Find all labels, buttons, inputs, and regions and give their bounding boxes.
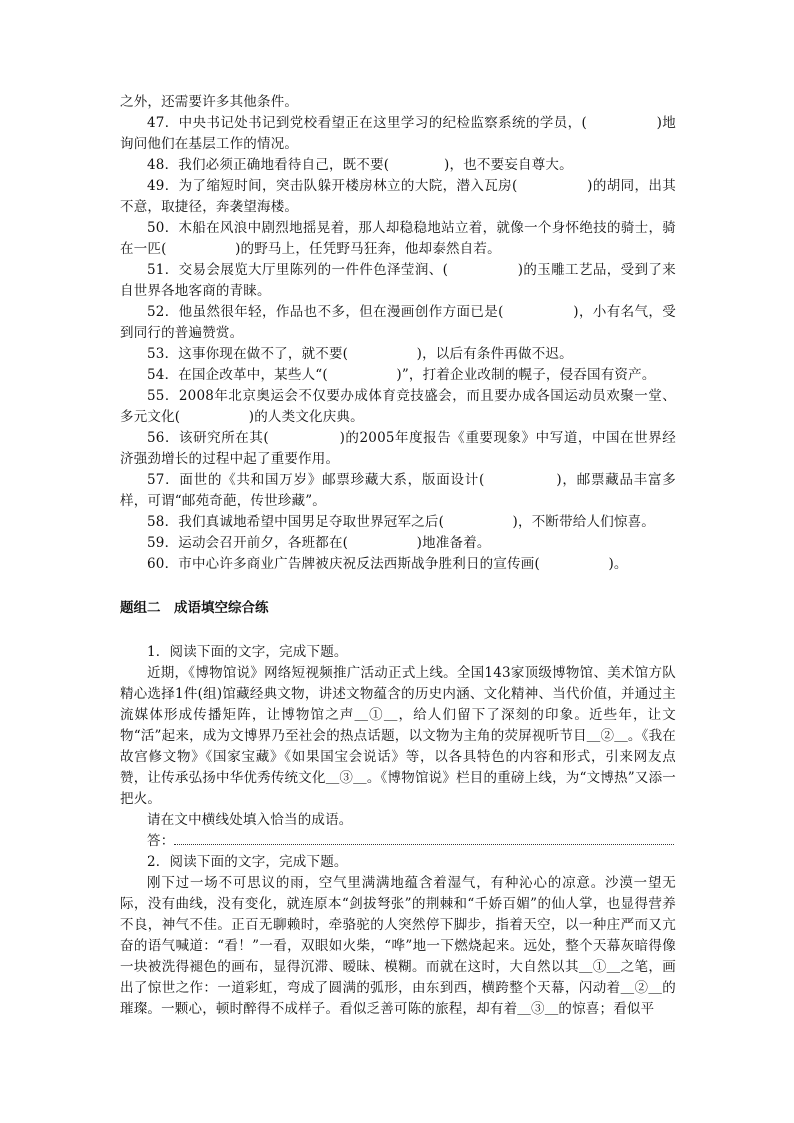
section-heading: 题组二 成语填空综合练 <box>120 600 269 616</box>
problem-1-text: 近期，《博物馆说》网络短视频推广活动正式上线。全国143家顶级博物馆、美术馆方队精心选择1件(组)馆藏经典文物，讲述文物蕴含的历史内涵、文化精神、当代价值，并通过主流媒体形成传播矩阵，让博物馆之声＿①＿，给人们留下了深刻的印象。近些年，让文物“活”起来，成为文博界乃至社会的热点话题，以文物为主角的荧屏视听节目＿②＿。《我在故宫修文物》《国家宝藏》《如果国宝会说话》等，以各具特色的内容和形式，引来网友点赞，让传承弘扬中华优秀传统文化＿③＿。《博物馆说》栏目的重磅上线，为“文博热”又添一把火。 <box>120 665 676 807</box>
answer-label: 答： <box>147 833 175 849</box>
question-50: 50．木船在风浪中剧烈地摇晃着，那人却稳稳地站立着，就像一个身怀绝技的骑士，骑在一匹( )的野马上，任凭野马狂奔，他却泰然自若。 <box>120 220 676 257</box>
question-52: 52．他虽然很年轻，作品也不多，但在漫画创作方面已是( )，小有名气，受到同行的普遍赞赏。 <box>120 304 676 341</box>
question-57: 57．面世的《共和国万岁》邮票珍藏大系，版面设计( )，邮票藏品丰富多样，可谓“邮苑奇葩，传世珍藏”。 <box>120 472 676 509</box>
question-55: 55．2008年北京奥运会不仅要办成体育竞技盛会，而且要办成各国运动员欢聚一堂、多元文化( )的人类文化庆典。 <box>120 388 676 425</box>
question-51: 51．交易会展览大厅里陈列的一件件色泽莹润、( )的玉雕工艺品，受到了来自世界各地客商的青睐。 <box>120 262 676 299</box>
question-49: 49．为了缩短时间，突击队躲开楼房林立的大院，潜入瓦房( )的胡同，出其不意，取捷径，奔袭望海楼。 <box>120 178 676 215</box>
answer-line[interactable] <box>174 832 674 845</box>
spacer <box>120 575 676 598</box>
question-48: 48．我们必须正确地看待自己，既不要( )，也不要妄自尊大。 <box>147 157 573 173</box>
question-53: 53．这事你现在做不了，就不要( )，以后有条件再做不迟。 <box>147 346 573 362</box>
problem-2-intro: 2．阅读下面的文字，完成下题。 <box>147 854 348 870</box>
line-continuation: 之外，还需要许多其他条件。 <box>120 94 299 110</box>
question-59: 59．运动会召开前夕，各班都在( )地准备着。 <box>147 535 491 551</box>
spacer <box>120 619 676 642</box>
question-60: 60．市中心许多商业广告牌被庆祝反法西斯战争胜利日的宣传画( )。 <box>147 556 628 572</box>
problem-2-text: 刚下过一场不可思议的雨，空气里满满地蕴含着湿气，有种沁心的凉意。沙漠一望无际，没有曲线，没有变化，就连原本“剑拔弩张”的荆棘和“千娇百媚”的仙人掌，也显得营养不良，神气不佳。正百无聊赖时，牵骆驼的人突然停下脚步，指着天空，以一种庄严而又亢奋的语气喊道：“看！”一看，双眼如火柴，“哗”地一下燃烧起来。远处，整个天幕灰暗得像一块被洗得褪色的画布，显得沉滞、暧昧、模糊。而就在这时，大自然以其＿①＿之笔，画出了惊世之作：一道彩虹，弯成了圆满的弧形，由东到西，横跨整个天幕，闪动着＿②＿的璀璨。一颗心，顿时醉得不成样子。看似乏善可陈的旅程，却有着＿③＿的惊喜；看似平 <box>120 875 676 1017</box>
problem-1-intro: 1．阅读下面的文字，完成下题。 <box>147 644 348 660</box>
question-47: 47．中央书记处书记到党校看望正在这里学习的纪检监察系统的学员，( )地询问他们在基层工作的情况。 <box>120 115 676 152</box>
question-56: 56．该研究所在其( )的2005年度报告《重要现象》中写道，中国在世界经济强劲增长的过程中起了重要作用。 <box>120 430 676 467</box>
question-58: 58．我们真诚地希望中国男足夺取世界冠军之后( )，不断带给人们惊喜。 <box>147 514 656 530</box>
question-54: 54．在国企改革中，某些人“( )”，打着企业改制的幌子，侵吞国有资产。 <box>147 367 656 383</box>
answer-row <box>120 831 676 852</box>
document-content <box>120 92 676 1020</box>
problem-1-prompt: 请在文中横线处填入恰当的成语。 <box>147 812 353 828</box>
